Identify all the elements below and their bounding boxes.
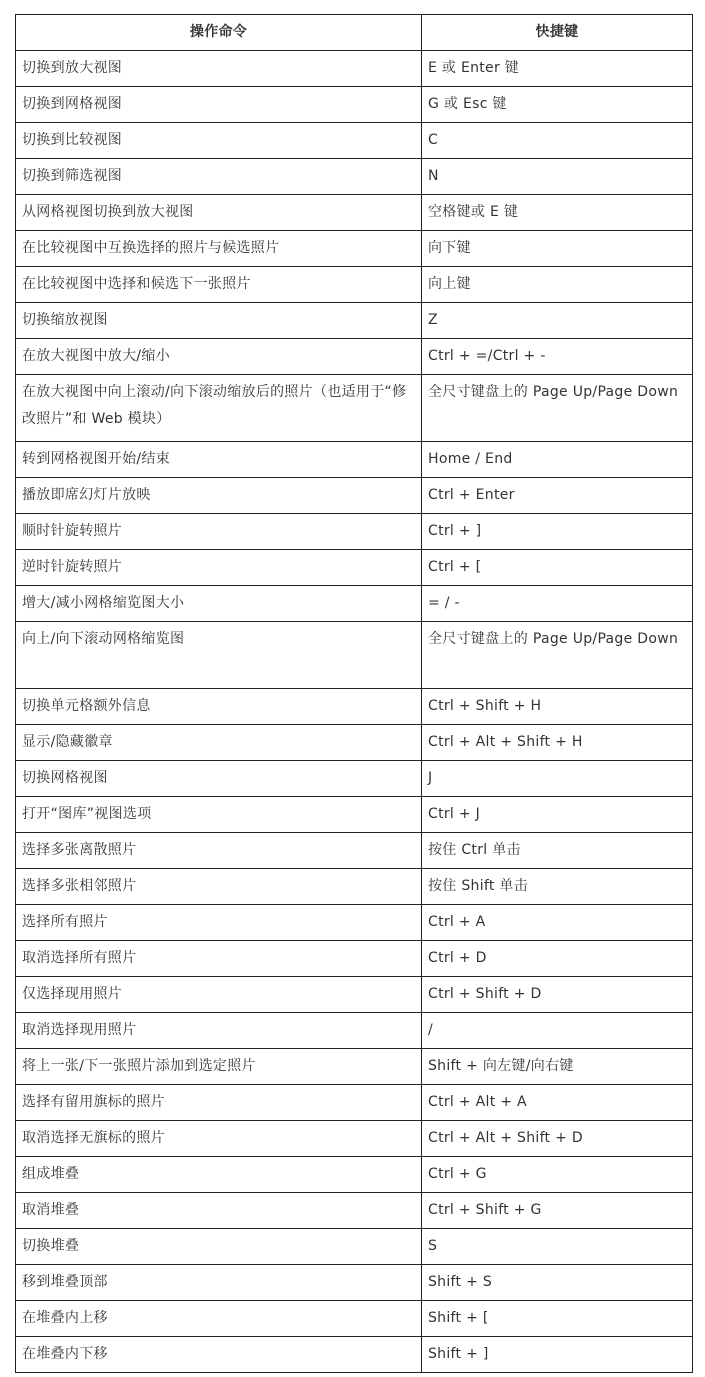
table-row — [16, 905, 693, 941]
table-row — [16, 1157, 693, 1193]
header-command: 操作命令 — [16, 15, 422, 51]
shortcut-cell: Ctrl + Alt + Shift + D — [422, 1121, 693, 1157]
table-row — [16, 725, 693, 761]
command-cell: 选择多张离散照片 — [16, 833, 422, 869]
table-row — [16, 1121, 693, 1157]
shortcut-cell: S — [422, 1229, 693, 1265]
command-cell: 切换网格视图 — [16, 761, 422, 797]
shortcut-cell: Shift + ] — [422, 1337, 693, 1373]
command-cell: 取消选择无旗标的照片 — [16, 1121, 422, 1157]
shortcut-cell: Shift + 向左键/向右键 — [422, 1049, 693, 1085]
table-row — [16, 689, 693, 725]
shortcut-cell: 按住 Ctrl 单击 — [422, 833, 693, 869]
command-cell: 切换到比较视图 — [16, 123, 422, 159]
table-row — [16, 231, 693, 267]
command-cell: 在比较视图中互换选择的照片与候选照片 — [16, 231, 422, 267]
shortcut-cell: 空格键或 E 键 — [422, 195, 693, 231]
shortcut-cell: Z — [422, 303, 693, 339]
command-cell: 转到网格视图开始/结束 — [16, 442, 422, 478]
shortcut-cell: Ctrl + Shift + G — [422, 1193, 693, 1229]
shortcut-table — [15, 14, 693, 1373]
shortcut-cell: Ctrl + D — [422, 941, 693, 977]
table-row — [16, 1049, 693, 1085]
command-cell: 切换到筛选视图 — [16, 159, 422, 195]
command-cell: 在放大视图中向上滚动/向下滚动缩放后的照片（也适用于“修改照片”和 Web 模块） — [16, 375, 422, 442]
command-cell: 在放大视图中放大/缩小 — [16, 339, 422, 375]
shortcut-cell: Ctrl + Alt + A — [422, 1085, 693, 1121]
shortcut-cell: Ctrl + Shift + D — [422, 977, 693, 1013]
shortcut-cell: J — [422, 761, 693, 797]
table-row — [16, 1265, 693, 1301]
command-cell: 选择有留用旗标的照片 — [16, 1085, 422, 1121]
shortcut-cell: Ctrl + =/Ctrl + - — [422, 339, 693, 375]
shortcut-cell: 向上键 — [422, 267, 693, 303]
command-cell: 逆时针旋转照片 — [16, 550, 422, 586]
shortcut-cell: Home / End — [422, 442, 693, 478]
shortcut-cell: Ctrl + Shift + H — [422, 689, 693, 725]
header-shortcut: 快捷键 — [422, 15, 693, 51]
table-header-row — [16, 15, 693, 51]
command-cell: 在堆叠内下移 — [16, 1337, 422, 1373]
shortcut-cell: Ctrl + A — [422, 905, 693, 941]
shortcut-cell: 按住 Shift 单击 — [422, 869, 693, 905]
command-cell: 将上一张/下一张照片添加到选定照片 — [16, 1049, 422, 1085]
command-cell: 显示/隐藏徽章 — [16, 725, 422, 761]
table-row — [16, 159, 693, 195]
command-cell: 取消选择现用照片 — [16, 1013, 422, 1049]
shortcut-cell: Ctrl + Alt + Shift + H — [422, 725, 693, 761]
shortcut-cell: G 或 Esc 键 — [422, 87, 693, 123]
command-cell: 切换缩放视图 — [16, 303, 422, 339]
shortcut-cell: Ctrl + G — [422, 1157, 693, 1193]
table-row — [16, 622, 693, 689]
command-cell: 选择多张相邻照片 — [16, 869, 422, 905]
shortcut-cell: C — [422, 123, 693, 159]
table-row — [16, 303, 693, 339]
command-cell: 向上/向下滚动网格缩览图 — [16, 622, 422, 689]
shortcut-cell: Ctrl + J — [422, 797, 693, 833]
command-cell: 顺时针旋转照片 — [16, 514, 422, 550]
shortcut-cell: 向下键 — [422, 231, 693, 267]
command-cell: 切换到网格视图 — [16, 87, 422, 123]
command-cell: 切换堆叠 — [16, 1229, 422, 1265]
table-row — [16, 51, 693, 87]
table-row — [16, 195, 693, 231]
table-row — [16, 1013, 693, 1049]
shortcut-cell: = / - — [422, 586, 693, 622]
shortcut-cell: 全尺寸键盘上的 Page Up/Page Down — [422, 375, 693, 442]
command-cell: 切换单元格额外信息 — [16, 689, 422, 725]
table-row — [16, 550, 693, 586]
table-row — [16, 833, 693, 869]
table-row — [16, 586, 693, 622]
shortcut-cell: E 或 Enter 键 — [422, 51, 693, 87]
shortcut-cell: Shift + [ — [422, 1301, 693, 1337]
table-row — [16, 941, 693, 977]
table-row — [16, 123, 693, 159]
command-cell: 在比较视图中选择和候选下一张照片 — [16, 267, 422, 303]
command-cell: 从网格视图切换到放大视图 — [16, 195, 422, 231]
table-row — [16, 869, 693, 905]
table-row — [16, 1085, 693, 1121]
table-row — [16, 797, 693, 833]
shortcut-cell: 全尺寸键盘上的 Page Up/Page Down — [422, 622, 693, 689]
table-row — [16, 87, 693, 123]
table-row — [16, 761, 693, 797]
table-row — [16, 1301, 693, 1337]
command-cell: 取消堆叠 — [16, 1193, 422, 1229]
command-cell: 组成堆叠 — [16, 1157, 422, 1193]
shortcut-cell: Shift + S — [422, 1265, 693, 1301]
table-row — [16, 514, 693, 550]
table-row — [16, 442, 693, 478]
shortcut-cell: / — [422, 1013, 693, 1049]
command-cell: 播放即席幻灯片放映 — [16, 478, 422, 514]
command-cell: 增大/减小网格缩览图大小 — [16, 586, 422, 622]
shortcut-cell: Ctrl + [ — [422, 550, 693, 586]
command-cell: 取消选择所有照片 — [16, 941, 422, 977]
command-cell: 仅选择现用照片 — [16, 977, 422, 1013]
command-cell: 移到堆叠顶部 — [16, 1265, 422, 1301]
command-cell: 选择所有照片 — [16, 905, 422, 941]
shortcut-cell: Ctrl + Enter — [422, 478, 693, 514]
table-row — [16, 339, 693, 375]
shortcut-cell: N — [422, 159, 693, 195]
command-cell: 打开“图库”视图选项 — [16, 797, 422, 833]
command-cell: 在堆叠内上移 — [16, 1301, 422, 1337]
table-row — [16, 1229, 693, 1265]
table-row — [16, 375, 693, 442]
command-cell: 切换到放大视图 — [16, 51, 422, 87]
table-row — [16, 478, 693, 514]
table-row — [16, 1337, 693, 1373]
shortcut-cell: Ctrl + ] — [422, 514, 693, 550]
table-row — [16, 267, 693, 303]
table-row — [16, 977, 693, 1013]
table-row — [16, 1193, 693, 1229]
